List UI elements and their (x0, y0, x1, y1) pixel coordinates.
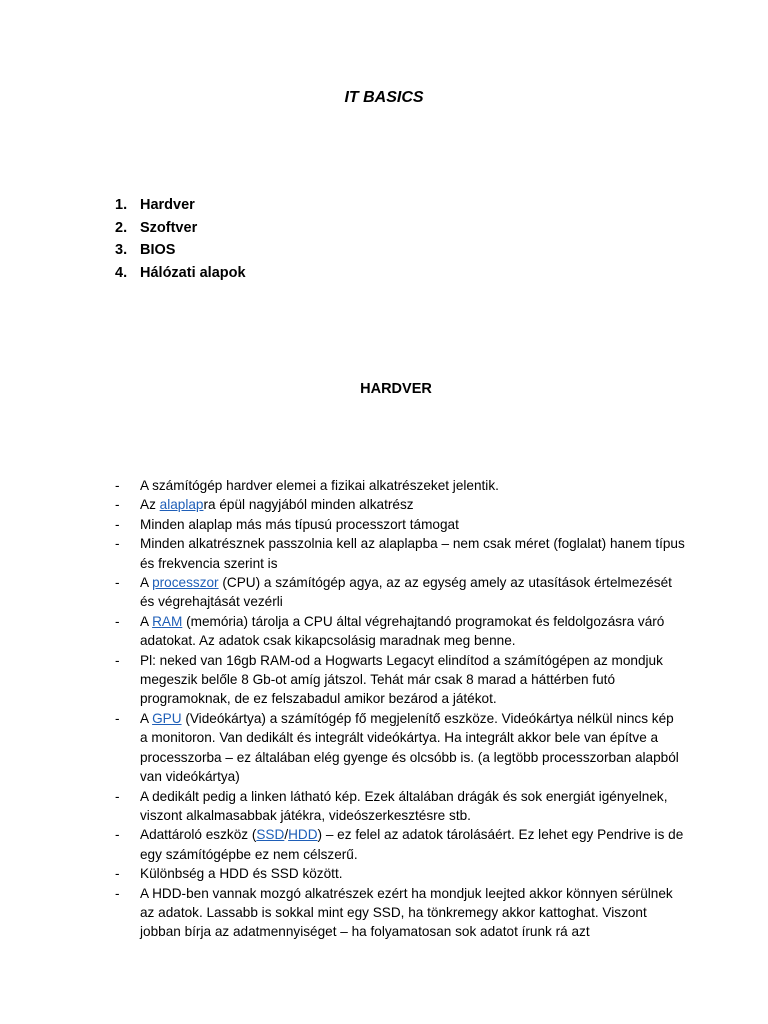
bullet-text: ) – ez felel az adatok tárolásáért. Ez lehet egy Pendrive is de egy számítógépbe ez nem célszerű. (140, 827, 684, 862)
bullet-text: A HDD-ben vannak mozgó alkatrészek ezért ha mondjuk leejted akkor könnyen sérülnek az adatok. Lassabb is sokkal mint egy SSD, ha tönkremegy akkor kattoghat. Viszont jobban bírja az adatmennyiséget – ha folyamatosan sok adatot írunk rá azt (140, 885, 673, 940)
list-item (115, 651, 685, 709)
bullet-marker: - (115, 516, 120, 532)
bullet-text: (Videókártya) a számítógép fő megjelenítő eszköze. Videókártya nélkül nincs kép a monitoron. Van dedikált és integrált videókártya. Ha integrált akkor bele van építve a processzorba – ez általában elég gyenge és olcsóbb is. (a legtöbb processzorban alapból van videókártya) (140, 710, 679, 785)
toc-number: 3. (115, 242, 128, 258)
toc-label: BIOS (140, 242, 176, 258)
bullet-marker: - (115, 652, 120, 668)
list-item (115, 476, 685, 495)
toc-item-1 (115, 195, 246, 218)
bullet-marker: - (115, 827, 120, 843)
bullet-text: Különbség a HDD és SSD között. (140, 866, 343, 882)
bullet-text: / (284, 827, 289, 843)
list-item (115, 864, 685, 883)
hardware-bullet-list (115, 476, 685, 942)
list-item (115, 612, 685, 651)
bullet-text: Pl: neked van 16gb RAM-od a Hogwarts Legacyt elindítod a számítógépen az mondjuk megeszik belőle 8 Gb-ot amíg játszol. Tehát már csak 8 marad a háttérben futó programoknak, de ez felszabadul amikor bezárod a játékot. (140, 652, 663, 707)
bullet-marker: - (115, 613, 120, 629)
list-item (115, 495, 685, 514)
toc-number: 4. (115, 264, 128, 281)
toc-item-3 (115, 240, 246, 263)
bullet-marker: - (115, 788, 120, 804)
bullet-marker: - (115, 710, 120, 726)
section-title-hardver: HARDVER (360, 381, 432, 397)
bullet-marker: - (115, 866, 120, 882)
toc-label: Szoftver (140, 219, 198, 236)
list-item (115, 825, 685, 864)
bullet-text: ra épül nagyjából minden alkatrész (203, 497, 414, 513)
bullet-marker: - (115, 536, 120, 552)
list-item (115, 884, 685, 942)
toc-item-4 (115, 263, 246, 286)
list-item (115, 515, 685, 534)
list-item (115, 787, 685, 826)
list-item (115, 709, 685, 787)
toc-number: 1. (115, 197, 128, 213)
bullet-marker: - (115, 478, 120, 493)
bullet-text: A (140, 710, 153, 726)
bullet-text: A számítógép hardver elemei a fizikai alkatrészeket jelentik. (140, 478, 499, 493)
toc-label: Hálózati alapok (140, 264, 246, 281)
bullet-text: Minden alkatrésznek passzolnia kell az alaplapba – nem csak méret (foglalat) hanem típus és frekvencia szerint is (140, 536, 685, 571)
table-of-contents (115, 195, 246, 285)
link-ram[interactable]: RAM (152, 613, 183, 629)
bullet-text: Az (140, 497, 160, 513)
link-ssd[interactable]: SSD (256, 827, 285, 843)
bullet-text: A (140, 575, 153, 591)
bullet-text: A (140, 613, 153, 629)
document-title: IT BASICS (344, 89, 424, 106)
list-item (115, 534, 685, 573)
bullet-text: Minden alaplap más más típusú processzort támogat (140, 516, 459, 532)
toc-number: 2. (115, 219, 128, 236)
bullet-text: (CPU) a számítógép agya, az az egység amely az utasítások értelmezését és végrehajtását vezérli (140, 575, 672, 610)
bullet-text: (memória) tárolja a CPU által végrehajtandó programokat és feldolgozásra váró adatokat. Az adatok csak kikapcsolásig maradnak meg benne. (140, 613, 665, 649)
bullet-text: A dedikált pedig a linken látható kép. Ezek általában drágák és sok energiát igényelnek, viszont alkalmasabbak játékra, videószerkesztésre stb. (140, 788, 668, 823)
toc-label: Hardver (140, 197, 195, 213)
bullet-text: Adattároló eszköz ( (140, 827, 257, 843)
toc-item-2 (115, 218, 246, 241)
link-processzor[interactable]: processzor (152, 575, 219, 591)
link-gpu[interactable]: GPU (152, 710, 182, 726)
bullet-marker: - (115, 497, 120, 513)
link-hdd[interactable]: HDD (288, 827, 318, 843)
list-item (115, 573, 685, 612)
bullet-marker: - (115, 885, 120, 901)
bullet-marker: - (115, 575, 120, 591)
link-alaplap[interactable]: alaplap (159, 497, 204, 513)
